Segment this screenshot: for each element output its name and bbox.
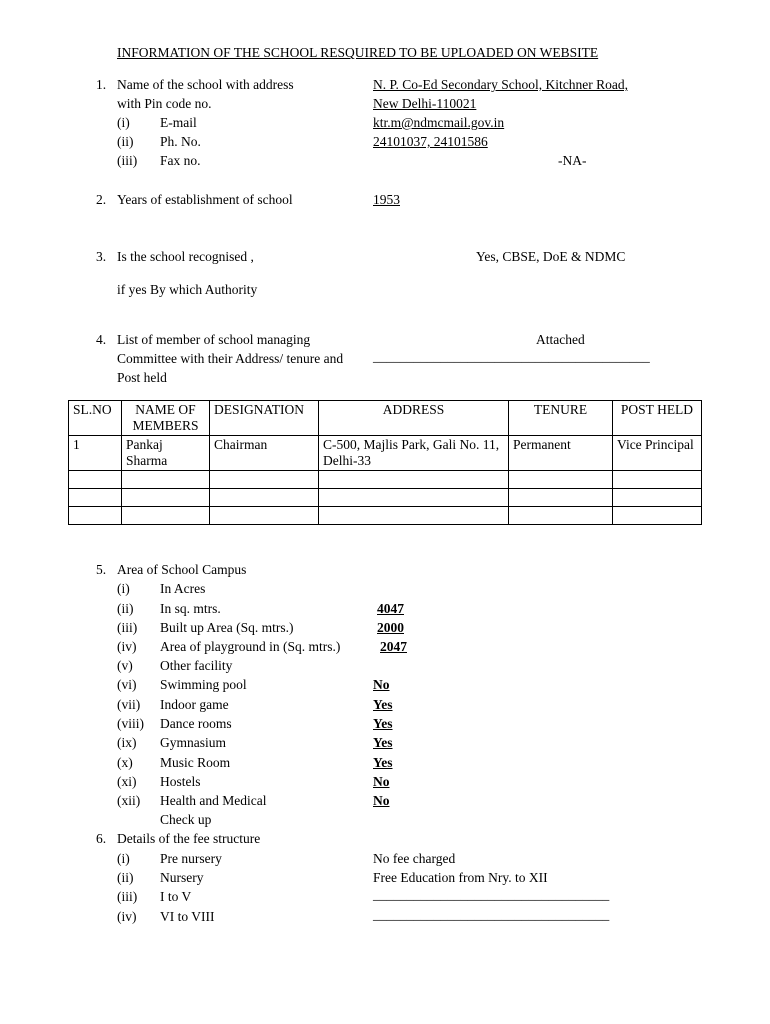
phone-label: Ph. No. xyxy=(160,134,201,149)
q5-label: Area of School Campus xyxy=(117,562,247,577)
q5-item-num: (vi) xyxy=(117,677,137,692)
pre-nursery-fee-value: No fee charged xyxy=(373,851,456,866)
q5-item-label: Other facility xyxy=(160,658,233,673)
q6-label: Details of the fee structure xyxy=(117,831,261,846)
q5-item-num: (viii) xyxy=(117,716,144,731)
table-header: DESIGNATION xyxy=(210,401,319,436)
q1-number: 1. xyxy=(96,77,107,92)
q5-item-num: (i) xyxy=(117,581,130,596)
music-room-value: Yes xyxy=(373,755,393,770)
q5-item-label-2: Check up xyxy=(160,812,212,827)
school-address-value: New Delhi-110021 xyxy=(373,96,477,111)
q6-item-label: Pre nursery xyxy=(160,851,222,866)
q5-item-num: (xi) xyxy=(117,774,137,789)
committee-value: Attached xyxy=(536,332,585,347)
table-header: NAME OF MEMBERS xyxy=(122,401,210,436)
q5-item-label: Indoor game xyxy=(160,697,229,712)
q6-item-num: (ii) xyxy=(117,870,134,885)
q3-number: 3. xyxy=(96,249,107,264)
q5-item-label: In sq. mtrs. xyxy=(160,601,221,616)
table-row xyxy=(69,507,702,525)
committee-members-table xyxy=(68,400,702,525)
establishment-year-value: 1953 xyxy=(373,192,400,207)
indoor-game-value: Yes xyxy=(373,697,393,712)
recognition-value: Yes, CBSE, DoE & NDMC xyxy=(476,249,626,264)
table-header: POST HELD xyxy=(613,401,702,436)
q5-item-num: (x) xyxy=(117,755,133,770)
q5-item-num: (ix) xyxy=(117,735,137,750)
table-header-row xyxy=(69,401,702,436)
table-row xyxy=(69,436,702,471)
q6-item-num: (i) xyxy=(117,851,130,866)
table-header: TENURE xyxy=(509,401,613,436)
swimming-pool-value: No xyxy=(373,677,390,692)
page-title: INFORMATION OF THE SCHOOL RESQUIRED TO BE UPLOADED ON WEBSITE xyxy=(117,45,599,60)
table-cell: Permanent xyxy=(509,436,613,471)
q1-sub-num: (iii) xyxy=(117,153,138,168)
school-name-value: N. P. Co-Ed Secondary School, Kitchner Road, xyxy=(373,77,628,92)
phone-value: 24101037, 24101586 xyxy=(373,134,488,149)
gymnasium-value: Yes xyxy=(373,735,393,750)
q4-number: 4. xyxy=(96,332,107,347)
q6-item-num: (iv) xyxy=(117,909,137,924)
q5-item-num: (iv) xyxy=(117,639,137,654)
q4-label-3: Post held xyxy=(117,370,167,385)
q5-item-label: In Acres xyxy=(160,581,206,596)
q6-item-num: (iii) xyxy=(117,889,138,904)
blank-line: ___________________________________ xyxy=(373,887,610,902)
q3-label-2: if yes By which Authority xyxy=(117,282,258,297)
fax-label: Fax no. xyxy=(160,153,201,168)
q5-item-num: (xii) xyxy=(117,793,141,808)
dance-rooms-value: Yes xyxy=(373,716,393,731)
q5-item-label: Gymnasium xyxy=(160,735,226,750)
table-cell: Pankaj Sharma xyxy=(122,436,210,471)
q1-label: Name of the school with address xyxy=(117,77,294,92)
q4-label: List of member of school managing xyxy=(117,332,311,347)
q3-label: Is the school recognised , xyxy=(117,249,254,264)
q6-item-label: I to V xyxy=(160,889,192,904)
q1-sub-num: (i) xyxy=(117,115,130,130)
nursery-fee-value: Free Education from Nry. to XII xyxy=(373,870,548,885)
table-row xyxy=(69,489,702,507)
q6-item-label: VI to VIII xyxy=(160,909,215,924)
table-header: ADDRESS xyxy=(319,401,509,436)
fax-value: -NA- xyxy=(558,153,587,168)
q5-item-label: Health and Medical xyxy=(160,793,267,808)
q6-item-label: Nursery xyxy=(160,870,204,885)
q5-item-label: Swimming pool xyxy=(160,677,247,692)
q5-item-label: Hostels xyxy=(160,774,201,789)
built-up-area-value: 2000 xyxy=(377,620,404,635)
q2-number: 2. xyxy=(96,192,107,207)
q6-number: 6. xyxy=(96,831,107,846)
q5-item-num: (ii) xyxy=(117,601,134,616)
table-cell: Chairman xyxy=(210,436,319,471)
blank-line: ___________________________________ xyxy=(373,907,610,922)
q5-item-num: (v) xyxy=(117,658,133,673)
hostels-value: No xyxy=(373,774,390,789)
table-cell: 1 xyxy=(69,436,122,471)
table-cell: Vice Principal xyxy=(613,436,702,471)
q1-sub-num: (ii) xyxy=(117,134,134,149)
q1-label-2: with Pin code no. xyxy=(117,96,212,111)
q5-item-label: Music Room xyxy=(160,755,231,770)
area-sqm-value: 4047 xyxy=(377,601,404,616)
q5-item-num: (vii) xyxy=(117,697,141,712)
blank-line: _________________________________________ xyxy=(373,349,650,364)
table-row xyxy=(69,471,702,489)
q5-item-num: (iii) xyxy=(117,620,138,635)
table-header: SL.NO xyxy=(69,401,122,436)
table-cell: C-500, Majlis Park, Gali No. 11, Delhi-33 xyxy=(319,436,509,471)
q5-item-label: Dance rooms xyxy=(160,716,232,731)
q5-item-label: Area of playground in (Sq. mtrs.) xyxy=(160,639,341,654)
email-value: ktr.m@ndmcmail.gov.in xyxy=(373,115,505,130)
health-checkup-value: No xyxy=(373,793,390,808)
q5-item-label: Built up Area (Sq. mtrs.) xyxy=(160,620,294,635)
email-label: E-mail xyxy=(160,115,197,130)
q4-label-2: Committee with their Address/ tenure and xyxy=(117,351,344,366)
q2-label: Years of establishment of school xyxy=(117,192,293,207)
playground-area-value: 2047 xyxy=(380,639,407,654)
q5-number: 5. xyxy=(96,562,107,577)
